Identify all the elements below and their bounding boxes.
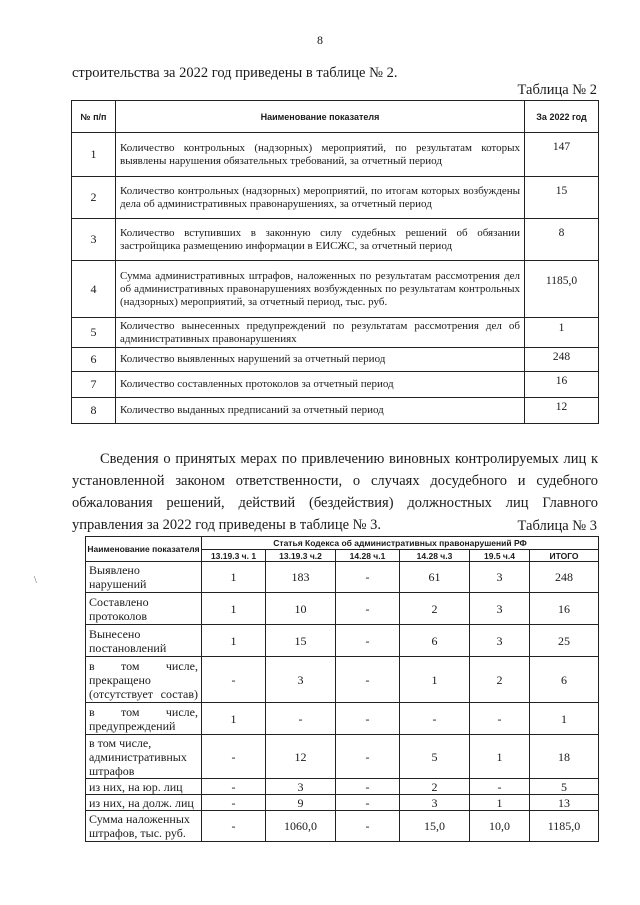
cell: 1 [202,562,266,593]
cell: - [336,795,400,811]
cell: 1 [470,795,530,811]
row-label: Количество выявленных нарушений за отчетный период [116,348,525,372]
row-number: 7 [72,372,116,398]
cell: 2 [400,779,470,795]
header-indicator: Наименование показателя [86,537,202,562]
row-label: Вынесено постановлений [86,625,202,657]
row-value: 15 [525,177,599,219]
cell: 3 [470,593,530,625]
table-row [72,398,599,424]
cell: 6 [530,657,599,703]
cell: - [266,703,336,735]
row-label: Количество вынесенных предупреждений по результатам рассмотрения дел об административных правонарушениях [116,318,525,348]
cell: 2 [470,657,530,703]
page-number: 8 [317,33,323,47]
intro-text: строительства за 2022 год приведены в таблице № 2. [72,65,398,81]
cell: 18 [530,735,599,779]
cell: - [202,735,266,779]
cell: - [336,593,400,625]
cell: 61 [400,562,470,593]
cell: - [336,562,400,593]
table-row [86,735,599,779]
row-label: Составлено протоколов [86,593,202,625]
cell: - [470,703,530,735]
table-row [72,133,599,177]
table-row [86,593,599,625]
violations-table [85,536,599,842]
table-row [72,372,599,398]
row-number: 3 [72,219,116,261]
row-number: 1 [72,133,116,177]
summary-paragraph: Сведения о принятых мерах по привлечению виновных контролируемых лиц к установленной законом ответственности, о случаях досудебного и судебного обжалования решений, действий (бездействия) должностных лиц Главного управления за 2022 год приведены в таблице № 3. [72,451,598,533]
row-label: Сумма наложенных штрафов, тыс. руб. [86,811,202,842]
cell: 1 [470,735,530,779]
row-value: 8 [525,219,599,261]
cell: - [336,625,400,657]
cell: 3 [266,657,336,703]
cell: 1 [202,593,266,625]
row-number: 2 [72,177,116,219]
table-row [72,219,599,261]
table-row [72,261,599,318]
table-row [86,811,599,842]
cell: 12 [266,735,336,779]
table-row [86,562,599,593]
cell: 1060,0 [266,811,336,842]
col-header: 14.28 ч.1 [336,550,400,562]
row-number: 5 [72,318,116,348]
table-row [86,779,599,795]
cell: 10,0 [470,811,530,842]
table-row [72,348,599,372]
row-label: Количество выданных предписаний за отчетный период [116,398,525,424]
cell: 1 [530,703,599,735]
margin-mark: \ [34,575,37,586]
cell: 248 [530,562,599,593]
row-label: в том числе, предупреждений [86,703,202,735]
row-label: Количество составленных протоколов за отчетный период [116,372,525,398]
cell: 15,0 [400,811,470,842]
header-code-group: Статья Кодекса об административных правонарушений РФ [202,537,599,550]
row-label: Количество вступивших в законную силу судебных решений об обязании застройщика размещению информации в ЕИСЖС, за отчетный период [116,219,525,261]
cell: 3 [470,562,530,593]
indicators-table [71,100,599,424]
cell: - [202,811,266,842]
header-num: № п/п [72,101,116,133]
cell: 3 [400,795,470,811]
cell: - [400,703,470,735]
cell: 25 [530,625,599,657]
cell: 10 [266,593,336,625]
row-value: 16 [525,372,599,398]
cell: 1 [400,657,470,703]
table2-caption: Таблица № 2 [517,82,597,98]
table3-caption: Таблица № 3 [517,518,597,534]
col-header: 13.19.3 ч. 1 [202,550,266,562]
cell: - [202,657,266,703]
cell: 13 [530,795,599,811]
cell: 6 [400,625,470,657]
row-label: из них, на долж. лиц [86,795,202,811]
cell: - [336,703,400,735]
cell: 3 [470,625,530,657]
row-value: 12 [525,398,599,424]
cell: 9 [266,795,336,811]
cell: - [336,657,400,703]
row-label: Количество контрольных (надзорных) мероприятий, по результатам которых выявлены нарушения обязательных требований, за отчетный период [116,133,525,177]
header-value: За 2022 год [525,101,599,133]
cell: 2 [400,593,470,625]
cell: 1185,0 [530,811,599,842]
row-value: 1185,0 [525,261,599,318]
cell: 1 [202,703,266,735]
row-value: 248 [525,348,599,372]
row-number: 4 [72,261,116,318]
header-name: Наименование показателя [116,101,525,133]
row-label: Количество контрольных (надзорных) мероприятий, по итогам которых возбуждены дела об административных правонарушениях, за отчетный период [116,177,525,219]
col-header: ИТОГО [530,550,599,562]
cell: - [336,735,400,779]
row-label: из них, на юр. лиц [86,779,202,795]
cell: - [202,779,266,795]
table-row [86,795,599,811]
table-row [72,177,599,219]
cell: 1 [202,625,266,657]
cell: 15 [266,625,336,657]
cell: 183 [266,562,336,593]
col-header: 19.5 ч.4 [470,550,530,562]
col-header: 13.19.3 ч.2 [266,550,336,562]
col-header: 14.28 ч.3 [400,550,470,562]
cell: - [336,779,400,795]
row-label: в том числе, прекращено (отсутствует состав) [86,657,202,703]
table-row [72,318,599,348]
cell: 3 [266,779,336,795]
row-number: 6 [72,348,116,372]
row-value: 1 [525,318,599,348]
row-value: 147 [525,133,599,177]
cell: 5 [530,779,599,795]
table-row [86,657,599,703]
row-label: Выявлено нарушений [86,562,202,593]
cell: 16 [530,593,599,625]
row-label: Сумма административных штрафов, наложенных по результатам рассмотрения дел об административных правонарушениях возбужденных по результатам контрольных (надзорных) мероприятий, за отчетный период, тыс. руб. [116,261,525,318]
row-label: в том числе, административных штрафов [86,735,202,779]
cell: 5 [400,735,470,779]
table-row [86,703,599,735]
cell: - [202,795,266,811]
table-row [86,625,599,657]
row-number: 8 [72,398,116,424]
cell: - [336,811,400,842]
cell: - [470,779,530,795]
